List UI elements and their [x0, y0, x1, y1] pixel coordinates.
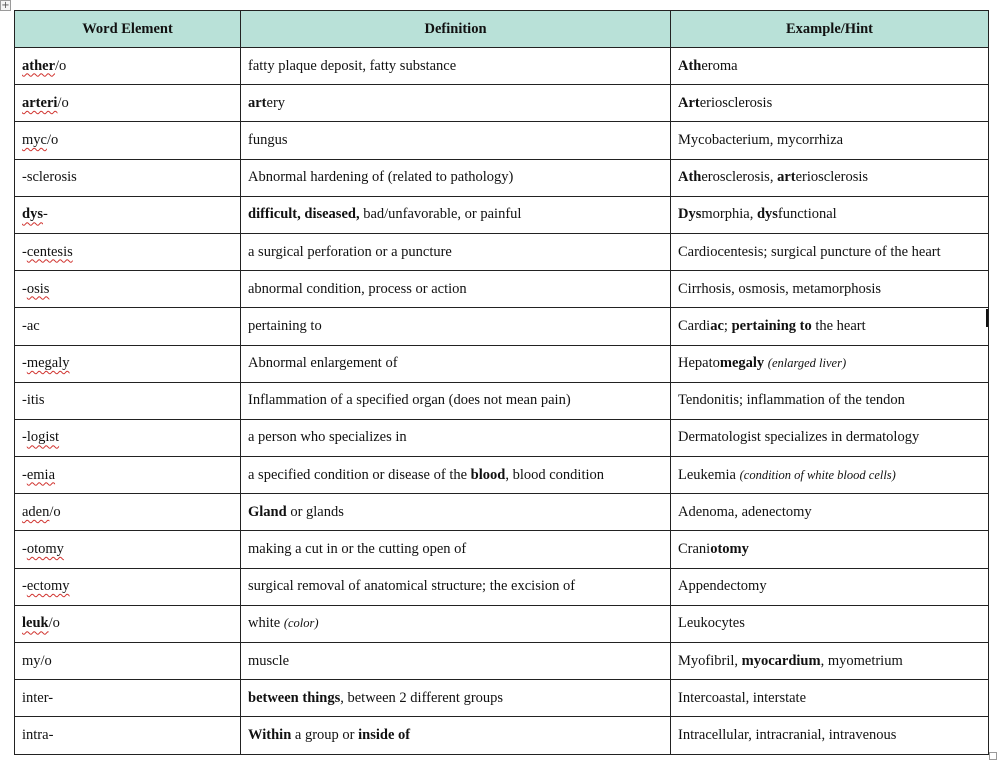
- text-run: intra-: [22, 726, 54, 743]
- cell-word-element[interactable]: [15, 308, 241, 345]
- cell-definition[interactable]: [241, 605, 671, 642]
- text-run: -itis: [22, 392, 45, 409]
- text-run: Ath: [678, 57, 702, 74]
- table-row: [15, 382, 989, 419]
- table-move-handle-icon[interactable]: +: [1, 0, 10, 11]
- cell-example-hint[interactable]: [671, 494, 989, 531]
- cell-word-element[interactable]: [15, 345, 241, 382]
- cell-example-hint[interactable]: [671, 568, 989, 605]
- text-run: (enlarged liver): [767, 356, 847, 371]
- text-run: Intercoastal, interstate: [678, 689, 807, 706]
- text-run: Gland: [248, 503, 287, 520]
- text-run: inside of: [358, 726, 411, 743]
- text-run: osis: [26, 280, 50, 297]
- text-run: morphia,: [701, 206, 757, 223]
- cell-example-hint[interactable]: [671, 605, 989, 642]
- text-run: surgical removal of anatomical structure; the excision of: [248, 578, 576, 595]
- text-run: -: [22, 280, 27, 297]
- text-run: megaly: [26, 355, 70, 372]
- cell-example-hint[interactable]: [671, 308, 989, 345]
- text-run: functional: [777, 206, 837, 223]
- cell-word-element[interactable]: [15, 643, 241, 680]
- cell-word-element[interactable]: [15, 419, 241, 456]
- table-row: [15, 159, 989, 196]
- cell-example-hint[interactable]: [671, 159, 989, 196]
- text-run: ;: [723, 317, 732, 334]
- text-run: blood: [470, 466, 506, 483]
- text-run: abnormal condition, process or action: [248, 280, 467, 297]
- text-run: Inflammation of a specified organ (does not mean pain): [248, 392, 571, 409]
- text-run: er: [701, 57, 713, 74]
- text-run: ectomy: [26, 578, 70, 595]
- cell-word-element[interactable]: [15, 159, 241, 196]
- table-row: [15, 605, 989, 642]
- text-run: Art: [678, 94, 700, 111]
- text-run: eriosclerosis: [699, 94, 773, 111]
- cell-example-hint[interactable]: [671, 531, 989, 568]
- header-row: [15, 11, 989, 48]
- text-run: Myofibril,: [678, 652, 742, 669]
- text-run: Ath: [678, 169, 702, 186]
- text-run: art: [248, 94, 267, 111]
- cell-definition[interactable]: [241, 122, 671, 159]
- cell-definition[interactable]: [241, 196, 671, 233]
- text-run: Crani: [678, 541, 711, 558]
- table-row: [15, 643, 989, 680]
- text-run: -: [22, 578, 27, 595]
- text-run: /o: [49, 503, 61, 520]
- text-run: Intracellular, intracranial, intravenous: [678, 726, 897, 743]
- cell-definition[interactable]: [241, 568, 671, 605]
- text-run: emia: [26, 466, 56, 483]
- text-run: -: [22, 429, 27, 446]
- table-row: [15, 568, 989, 605]
- text-run: bad/unfavorable, or painful: [359, 206, 522, 223]
- cell-word-element[interactable]: [15, 457, 241, 494]
- cell-example-hint[interactable]: [671, 419, 989, 456]
- cell-example-hint[interactable]: [671, 717, 989, 754]
- cell-word-element[interactable]: [15, 48, 241, 85]
- text-run: ery: [266, 94, 286, 111]
- cell-word-element[interactable]: [15, 680, 241, 717]
- word-element-table: [14, 10, 989, 755]
- text-run: otomy: [710, 541, 749, 558]
- text-run: Tendonitis; inflammation of the tendon: [678, 392, 905, 409]
- cell-example-hint[interactable]: [671, 680, 989, 717]
- cell-word-element[interactable]: [15, 196, 241, 233]
- text-run: oma: [712, 57, 738, 74]
- cell-definition[interactable]: [241, 494, 671, 531]
- text-run: -: [22, 355, 27, 372]
- text-run: Abnormal enlargement of: [248, 355, 398, 372]
- text-run: ather: [22, 57, 56, 74]
- text-run: , between 2 different groups: [340, 689, 504, 706]
- table-row: [15, 85, 989, 122]
- text-run: art: [777, 169, 796, 186]
- cell-definition[interactable]: [241, 85, 671, 122]
- text-run: -sclerosis: [22, 169, 77, 186]
- text-run: -ac: [22, 317, 40, 334]
- text-run: my/o: [22, 652, 52, 669]
- text-run: -: [22, 541, 27, 558]
- text-run: eriosclerosis: [795, 169, 869, 186]
- cell-definition[interactable]: [241, 531, 671, 568]
- table-row: [15, 419, 989, 456]
- text-run: , myometrium: [820, 652, 903, 669]
- text-run: Hepato: [678, 355, 720, 372]
- cell-word-element[interactable]: [15, 122, 241, 159]
- text-run: -: [42, 206, 48, 223]
- cell-example-hint[interactable]: [671, 382, 989, 419]
- text-run: centesis: [26, 243, 73, 260]
- table-row: [15, 271, 989, 308]
- cell-definition[interactable]: [241, 457, 671, 494]
- text-run: Appendectomy: [678, 578, 767, 595]
- cell-definition[interactable]: [241, 680, 671, 717]
- cell-example-hint[interactable]: [671, 48, 989, 85]
- text-run: fungus: [248, 131, 288, 148]
- text-run: between things: [248, 689, 341, 706]
- text-run: a surgical perforation or a puncture: [248, 243, 452, 260]
- text-run: Cardiocentesis; surgical puncture of the heart: [678, 243, 941, 260]
- table-row: [15, 680, 989, 717]
- cell-definition[interactable]: [241, 308, 671, 345]
- text-run: Mycobacterium, mycorrhiza: [678, 131, 844, 148]
- cell-example-hint[interactable]: [671, 643, 989, 680]
- text-run: arteri: [22, 94, 58, 111]
- cell-definition[interactable]: [241, 419, 671, 456]
- cell-definition[interactable]: [241, 643, 671, 680]
- table-row: [15, 122, 989, 159]
- text-run: -: [22, 466, 27, 483]
- text-run: Cirrhosis, osmosis, metamorphosis: [678, 280, 882, 297]
- cell-word-element[interactable]: [15, 717, 241, 754]
- text-run: megaly: [719, 355, 765, 372]
- cell-definition[interactable]: [241, 717, 671, 754]
- table-row: [15, 48, 989, 85]
- cell-definition[interactable]: [241, 382, 671, 419]
- text-run: /o: [48, 615, 60, 632]
- text-run: pertaining to: [731, 317, 812, 334]
- text-run: Leukemia: [678, 466, 740, 483]
- text-run: dys: [22, 206, 43, 223]
- text-run: muscle: [248, 652, 290, 669]
- text-run: pertaining to: [248, 317, 322, 334]
- table-row: [15, 233, 989, 270]
- text-run: otomy: [26, 541, 64, 558]
- text-run: Cardi: [678, 317, 711, 334]
- text-run: , blood condition: [505, 466, 605, 483]
- table-row: [15, 717, 989, 754]
- table-row: [15, 494, 989, 531]
- text-run: making a cut in or the cutting open of: [248, 541, 467, 558]
- text-run: myocardium: [741, 652, 821, 669]
- table-row: [15, 531, 989, 568]
- text-cursor: [986, 309, 988, 327]
- cell-word-element[interactable]: [15, 494, 241, 531]
- cell-word-element[interactable]: [15, 85, 241, 122]
- text-run: Dermatologist specializes in dermatology: [678, 429, 920, 446]
- text-run: a person who specializes in: [248, 429, 407, 446]
- text-run: a group or: [291, 726, 359, 743]
- text-run: Dys: [678, 206, 702, 223]
- cell-word-element[interactable]: [15, 382, 241, 419]
- text-run: (color): [283, 616, 319, 631]
- table-resize-handle-icon[interactable]: [989, 752, 997, 760]
- text-run: /o: [46, 131, 59, 148]
- text-run: dys: [756, 206, 778, 223]
- cell-word-element[interactable]: [15, 568, 241, 605]
- cell-word-element[interactable]: [15, 233, 241, 270]
- header-definition[interactable]: Definition: [241, 11, 671, 48]
- cell-word-element[interactable]: [15, 605, 241, 642]
- cell-example-hint[interactable]: [671, 85, 989, 122]
- text-run: erosclerosis,: [701, 169, 778, 186]
- cell-example-hint[interactable]: [671, 271, 989, 308]
- cell-example-hint[interactable]: [671, 345, 989, 382]
- text-run: a specified condition or disease of the: [248, 466, 471, 483]
- text-run: Abnormal hardening of (related to pathology): [248, 169, 514, 186]
- cell-word-element[interactable]: [15, 531, 241, 568]
- text-run: Adenoma, adenectomy: [678, 503, 812, 520]
- cell-definition[interactable]: [241, 48, 671, 85]
- cell-example-hint[interactable]: [671, 233, 989, 270]
- cell-example-hint[interactable]: [671, 196, 989, 233]
- text-run: -: [22, 243, 27, 260]
- cell-example-hint[interactable]: [671, 457, 989, 494]
- text-run: inter-: [22, 689, 54, 706]
- text-run: Within: [248, 726, 292, 743]
- table-body: [15, 48, 989, 755]
- table-row: [15, 196, 989, 233]
- table-row: [15, 345, 989, 382]
- table-row: [15, 308, 989, 345]
- text-run: difficult, diseased,: [248, 206, 360, 223]
- cell-definition[interactable]: [241, 233, 671, 270]
- text-run: /o: [57, 94, 69, 111]
- header-word-element[interactable]: Word Element: [15, 11, 241, 48]
- text-run: leuk: [22, 615, 49, 632]
- text-run: ac: [710, 317, 724, 334]
- cell-definition[interactable]: [241, 271, 671, 308]
- text-run: /o: [55, 57, 67, 74]
- text-run: white: [248, 615, 284, 632]
- cell-example-hint[interactable]: [671, 122, 989, 159]
- text-run: myc: [22, 131, 47, 148]
- cell-definition[interactable]: [241, 345, 671, 382]
- text-run: or glands: [286, 503, 344, 520]
- text-run: the heart: [811, 317, 866, 334]
- header-example-hint[interactable]: Example/Hint: [671, 11, 989, 48]
- cell-definition[interactable]: [241, 159, 671, 196]
- cell-word-element[interactable]: [15, 271, 241, 308]
- text-run: fatty plaque deposit, fatty substance: [248, 57, 457, 74]
- table-row: [15, 457, 989, 494]
- text-run: Leukocytes: [678, 615, 745, 632]
- text-run: aden: [22, 503, 50, 520]
- text-run: (condition of white blood cells): [739, 467, 896, 482]
- text-run: logist: [26, 429, 60, 446]
